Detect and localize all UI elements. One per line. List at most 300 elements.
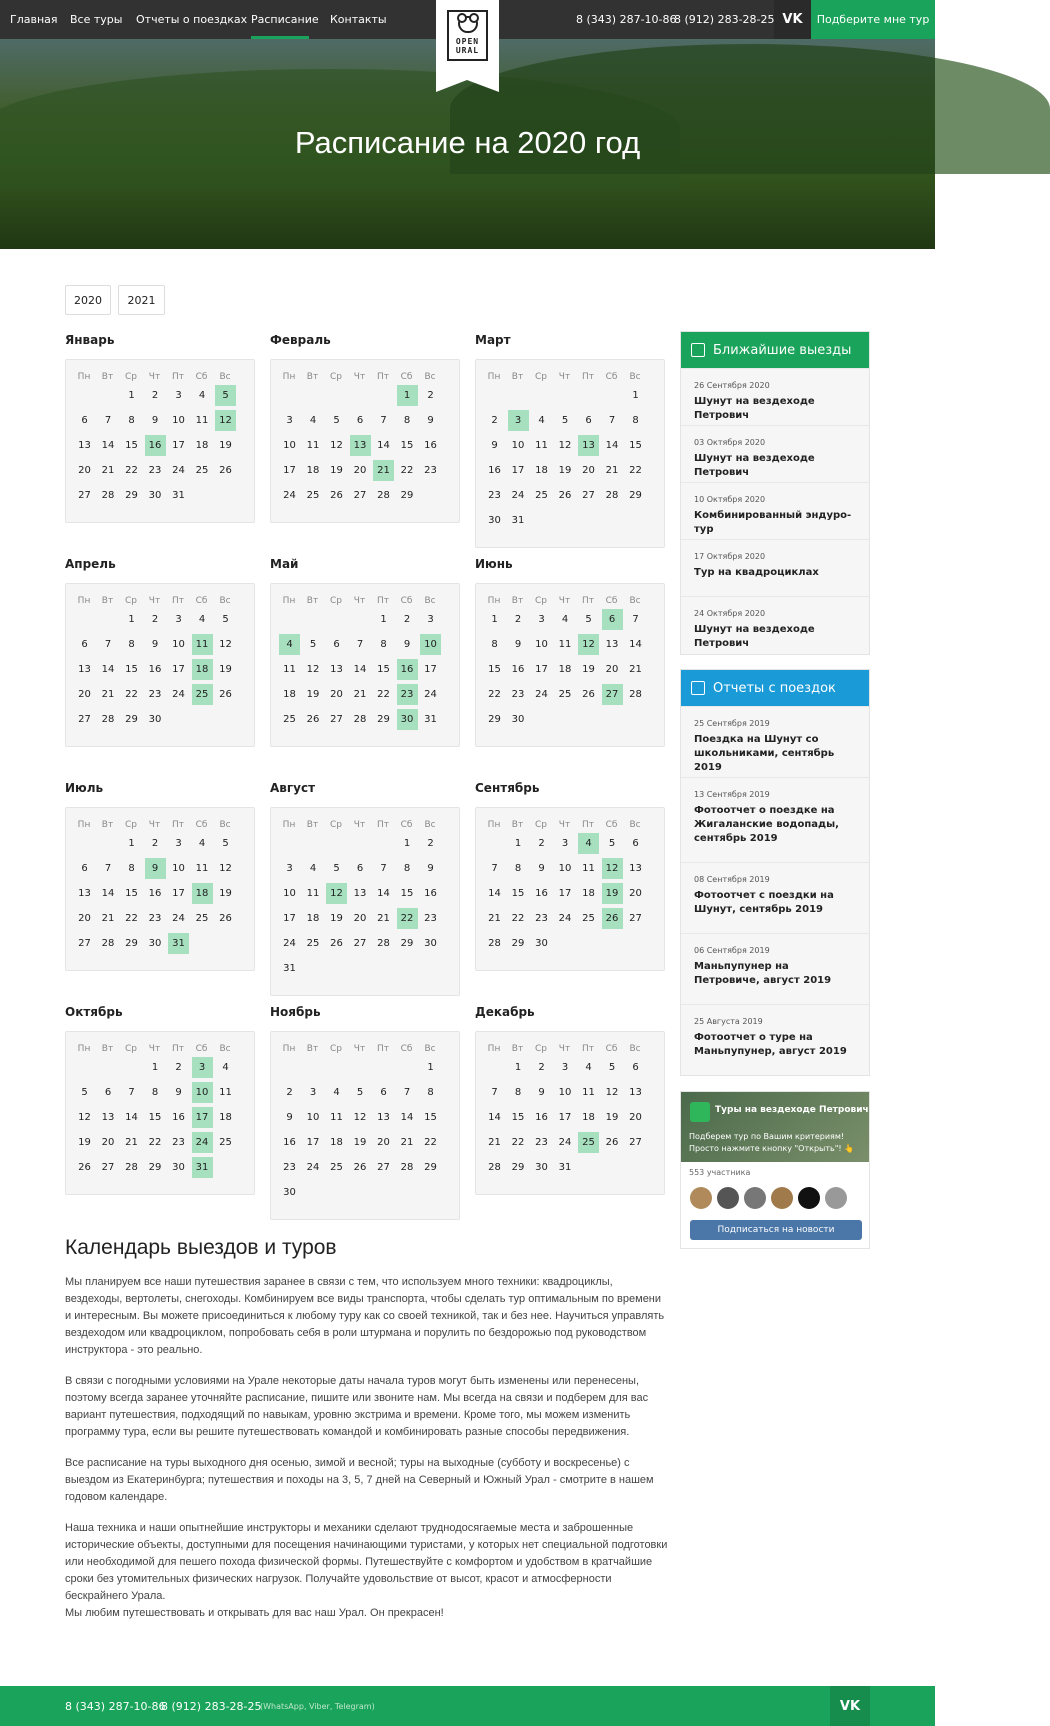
calendar-day: 18 — [582, 1112, 595, 1123]
calendar-day: 30 — [535, 1162, 548, 1173]
member-avatar[interactable] — [798, 1187, 820, 1209]
weekday-label: Пн — [282, 1044, 296, 1054]
calendar-day: 4 — [333, 1087, 340, 1098]
weekday-label: Сб — [400, 820, 413, 830]
tour-day[interactable]: 23 — [397, 684, 418, 705]
calendar-day: 3 — [309, 1087, 317, 1098]
tour-day[interactable]: 24 — [192, 1132, 213, 1153]
calendar-day: 15 — [125, 440, 138, 451]
tour-day[interactable]: 4 — [279, 634, 300, 655]
calendar-day: 26 — [558, 490, 572, 501]
calendar-day: 26 — [78, 1162, 91, 1173]
tour-day[interactable]: 25 — [578, 1132, 599, 1153]
calendar-day: 1 — [128, 390, 135, 401]
weekday-label: Пн — [282, 820, 296, 830]
calendar-day: 27 — [78, 490, 91, 501]
upcoming-trip-item[interactable] — [681, 482, 869, 539]
calendar-day: 16 — [535, 888, 548, 899]
month-calendar — [475, 1031, 665, 1195]
report-item[interactable] — [681, 862, 869, 933]
calendar-day: 23 — [511, 689, 525, 700]
calendar-day: 19 — [330, 913, 343, 924]
month-name: Март — [475, 333, 511, 347]
member-avatar[interactable] — [717, 1187, 739, 1209]
upcoming-trips-header — [681, 332, 869, 368]
tour-day[interactable]: 27 — [602, 684, 623, 705]
calendar-day: 15 — [125, 664, 138, 675]
weekday-label: Вс — [219, 372, 231, 382]
tour-day[interactable]: 13 — [350, 435, 371, 456]
calendar-day: 2 — [151, 614, 159, 625]
tour-day[interactable]: 9 — [145, 858, 166, 879]
tour-day[interactable]: 13 — [578, 435, 599, 456]
calendar-day: 14 — [101, 440, 115, 451]
member-avatar[interactable] — [690, 1187, 712, 1209]
vk-group-widget — [680, 1091, 889, 1249]
calendar-day: 20 — [78, 465, 91, 476]
calendar-day: 9 — [151, 639, 159, 650]
nav-contacts[interactable]: Контакты — [330, 13, 387, 26]
calendar-day: 24 — [558, 1137, 572, 1148]
article-paragraph: Мы планируем все наши путешествия заранее в связи с тем, что используем много техники: квадроциклы, вездеходы, вертолеты, снегоходы. Комбинируем все виды транспорта, чтобы сделать тур оптимальным по времени и интересным. Вы можете присоединиться к любому туру как со своей техникой, так и без нее. Научиться управлять вездеходом или квадроциклом, попробовать себя в роли штурмана и порулить по бездорожью под руководством инструктора - это реально. — [65, 1276, 665, 1356]
calendar-day: 17 — [172, 664, 185, 675]
calendar-day: 13 — [330, 664, 343, 675]
calendar-day: 8 — [403, 863, 411, 874]
calendar-day: 13 — [377, 1112, 390, 1123]
calendar-day: 15 — [629, 440, 642, 451]
calendar-day: 27 — [629, 1137, 642, 1148]
article-paragraph: Наша техника и наши опытнейшие инструкторы и механики сделают труднодосягаемые места и заброшенные исторические объекты, доступными для посещения начинающими туристами, у которых нет специальной подготовки или необходимой для пешего похода физической формы. Путешествуйте с комфортом и удобством в кратчайшие сроки без утомительных физических нагрузок. Получайте удовольствие от высот, красот и атмосферности бескрайнего Урала. — [65, 1522, 668, 1602]
calendar-day: 16 — [283, 1137, 296, 1148]
calendar-day: 31 — [558, 1162, 572, 1173]
weekday-label: Чт — [148, 820, 161, 830]
item-title[interactable]: Фотоотчет с поездки на Шунут, сентябрь 2019 — [694, 890, 834, 915]
calendar-day: 16 — [424, 888, 437, 899]
tour-day[interactable]: 10 — [420, 634, 441, 655]
footer-vk-icon[interactable] — [830, 1686, 870, 1726]
weekday-label: Вс — [424, 1044, 436, 1054]
calendar-day: 1 — [380, 614, 387, 625]
calendar-day: 4 — [309, 863, 317, 874]
calendar-day: 7 — [491, 863, 498, 874]
nav-phone-1[interactable]: 8 (343) 287-10-86 — [576, 13, 677, 26]
calendar-day: 17 — [172, 440, 185, 451]
tour-day[interactable]: 18 — [192, 883, 213, 904]
nav-home[interactable]: Главная — [10, 13, 58, 26]
calendar-day: 12 — [353, 1112, 367, 1123]
calendar-day: 18 — [195, 440, 209, 451]
calendar-day: 4 — [222, 1062, 229, 1073]
member-avatar[interactable] — [744, 1187, 766, 1209]
calendar-day: 25 — [195, 465, 209, 476]
calendar-day: 1 — [514, 838, 522, 849]
item-title[interactable]: Шунут на вездеходе Петрович — [694, 396, 815, 421]
calendar-day: 19 — [330, 465, 343, 476]
vk-icon[interactable] — [774, 0, 811, 39]
calendar-day: 22 — [424, 1137, 437, 1148]
calendar-day: 9 — [403, 639, 411, 650]
weekday-label: Вс — [629, 820, 641, 830]
calendar-day: 17 — [511, 465, 525, 476]
calendar-day: 22 — [488, 689, 501, 700]
calendar-day: 6 — [356, 415, 364, 426]
calendar-day: 21 — [400, 1137, 414, 1148]
tour-day[interactable]: 12 — [578, 634, 599, 655]
item-title[interactable]: Комбинированный эндуро-тур — [694, 510, 852, 535]
nav-reports[interactable]: Отчеты о поездках — [136, 13, 248, 26]
tour-day[interactable]: 1 — [397, 385, 418, 406]
calendar-day: 30 — [148, 714, 162, 725]
month-calendar — [65, 359, 255, 523]
month-name: Октябрь — [65, 1005, 123, 1019]
calendar-day: 14 — [400, 1112, 414, 1123]
calendar-day: 28 — [125, 1162, 138, 1173]
calendar-day: 5 — [222, 838, 229, 849]
tour-day[interactable]: 18 — [192, 659, 213, 680]
tour-day[interactable]: 30 — [397, 709, 418, 730]
weekday-label: Чт — [558, 1044, 571, 1054]
calendar-day: 26 — [605, 1137, 619, 1148]
calendar-day: 28 — [101, 490, 115, 501]
calendar-day: 11 — [306, 888, 320, 899]
tour-day[interactable]: 3 — [508, 410, 529, 431]
calendar-day: 10 — [172, 415, 185, 426]
calendar-day: 9 — [514, 639, 522, 650]
tour-day[interactable]: 6 — [602, 609, 623, 630]
calendar-day: 6 — [356, 863, 364, 874]
calendar-day: 12 — [330, 440, 343, 451]
report-item[interactable] — [681, 706, 869, 777]
calendar-day: 10 — [172, 639, 185, 650]
tour-day[interactable]: 4 — [578, 833, 599, 854]
calendar-day: 1 — [514, 1062, 522, 1073]
item-title[interactable]: Шунут на вездеходе Петрович — [694, 453, 815, 478]
article-paragraph: В связи с погодными условиями на Урале некоторые даты начала туров могут быть изменены или перенесены, поэтому всегда заранее уточняйте расписание, пишите или звоните нам. Мы всегда на связи и подберем для вас вариант путешествия, подходящий по навыкам, уровню экстрима и времени. Кроме того, мы можем изменить программу тура, если вы решите путешествовать командой и комбинировать разные способы передвижения. — [65, 1375, 649, 1438]
weekday-label: Сб — [195, 1044, 208, 1054]
footer — [0, 1686, 935, 1726]
calendar-day: 24 — [511, 490, 525, 501]
vk-subscribe-button[interactable]: Подписаться на новости — [690, 1220, 862, 1240]
report-item[interactable] — [681, 777, 869, 862]
calendar-day: 8 — [632, 415, 639, 426]
calendar-day: 29 — [125, 490, 138, 501]
member-avatar[interactable] — [771, 1187, 793, 1209]
calendar-day: 13 — [101, 1112, 115, 1123]
calendar-day: 31 — [424, 714, 437, 725]
calendar-day: 24 — [424, 689, 437, 700]
weekday-label: Вт — [511, 372, 524, 382]
calendar-day: 9 — [286, 1112, 293, 1123]
calendar-day: 3 — [538, 614, 545, 625]
tour-day[interactable]: 11 — [192, 634, 213, 655]
calendar-day: 14 — [629, 639, 642, 650]
calendar-day: 12 — [219, 639, 232, 650]
calendar-day: 16 — [488, 465, 501, 476]
footer-messengers: (WhatsApp, Viber, Telegram) — [260, 1702, 375, 1711]
calendar-day: 19 — [78, 1137, 91, 1148]
calendar-day: 6 — [632, 838, 639, 849]
weekday-label: Пн — [487, 820, 501, 830]
tour-day[interactable]: 21 — [373, 460, 394, 481]
calendar-day: 10 — [172, 863, 185, 874]
weekday-label: Вс — [629, 1044, 641, 1054]
item-title[interactable]: Шунут на вездеходе Петрович — [694, 624, 815, 649]
calendar-day: 31 — [172, 490, 185, 501]
calendar-day: 11 — [219, 1087, 232, 1098]
calendar-day: 7 — [356, 639, 364, 650]
calendar-day: 14 — [377, 888, 390, 899]
report-item[interactable] — [681, 933, 869, 1004]
weekday-label: Вт — [511, 596, 524, 606]
calendar-day: 16 — [148, 664, 162, 675]
calendar-day: 20 — [629, 1112, 642, 1123]
weekday-label: Чт — [353, 1044, 366, 1054]
calendar-day: 14 — [377, 440, 390, 451]
month-calendar — [475, 583, 665, 747]
calendar-day: 25 — [306, 490, 320, 501]
vk-group-name[interactable]: Туры на вездеходе Петрович | ... — [715, 1105, 889, 1115]
footer-vk-label: VK — [839, 1698, 861, 1714]
tour-day[interactable]: 10 — [192, 1082, 213, 1103]
tour-day[interactable]: 12 — [602, 858, 623, 879]
weekday-label: Пн — [282, 596, 296, 606]
calendar-day: 4 — [561, 614, 569, 625]
weekday-label: Вт — [306, 372, 319, 382]
weekday-label: Пт — [581, 820, 594, 830]
pick-tour-button[interactable]: Подберите мне тур — [811, 0, 935, 39]
calendar-day: 28 — [400, 1162, 414, 1173]
tour-day[interactable]: 12 — [326, 883, 347, 904]
calendar-day: 23 — [148, 913, 162, 924]
weekday-label: Чт — [148, 372, 161, 382]
weekday-label: Ср — [330, 1044, 342, 1054]
calendar-day: 15 — [424, 1112, 437, 1123]
year-2021-button[interactable]: 2021 — [118, 285, 165, 315]
calendar-day: 24 — [283, 490, 296, 501]
item-title[interactable]: Тур на квадроциклах — [694, 567, 819, 578]
calendar-day: 21 — [488, 1137, 501, 1148]
month-name: Август — [270, 781, 316, 795]
tour-day[interactable]: 19 — [602, 883, 623, 904]
calendar-day: 5 — [81, 1087, 88, 1098]
calendar-day: 17 — [424, 664, 437, 675]
calendar-day: 1 — [491, 614, 498, 625]
calendar-day: 30 — [535, 938, 548, 949]
member-avatar[interactable] — [825, 1187, 847, 1209]
calendar-day: 28 — [377, 490, 390, 501]
nav-phone-2[interactable]: 8 (912) 283-28-25 — [674, 13, 775, 26]
calendar-day: 2 — [403, 614, 411, 625]
month-name: Сентябрь — [475, 781, 540, 795]
calendar-day: 29 — [400, 490, 414, 501]
calendar-day: 12 — [605, 1087, 619, 1098]
calendar-day: 23 — [172, 1137, 185, 1148]
month-calendar — [270, 359, 460, 523]
tour-day[interactable]: 12 — [215, 410, 236, 431]
calendar-day: 17 — [558, 1112, 572, 1123]
item-title[interactable]: Фотоотчет о туре на Маньпупунер, август 2019 — [694, 1032, 847, 1057]
calendar-day: 6 — [585, 415, 592, 426]
calendar-day: 14 — [101, 664, 115, 675]
calendar-day: 25 — [219, 1137, 232, 1148]
calendar-day: 11 — [306, 440, 320, 451]
tour-day[interactable]: 26 — [602, 908, 623, 929]
logo[interactable] — [436, 0, 499, 80]
weekday-label: Пн — [77, 596, 91, 606]
calendar-day: 1 — [128, 838, 135, 849]
item-title[interactable]: Фотоотчет о поездке на Жигаланские водопады, сентябрь 2019 — [694, 805, 839, 844]
weekday-label: Вт — [101, 372, 114, 382]
calendar-day: 29 — [424, 1162, 437, 1173]
calendar-day: 14 — [353, 664, 367, 675]
logo-mark — [447, 10, 488, 61]
calendar-day: 22 — [629, 465, 642, 476]
calendar-day: 18 — [306, 465, 320, 476]
upcoming-trip-item[interactable] — [681, 425, 869, 482]
tour-day[interactable]: 22 — [397, 908, 418, 929]
calendar-day: 16 — [148, 888, 162, 899]
calendar-day: 11 — [535, 440, 548, 451]
calendar-day: 28 — [101, 714, 115, 725]
calendar-day: 31 — [511, 515, 525, 526]
calendar-day: 5 — [585, 614, 592, 625]
weekday-label: Пт — [171, 1044, 184, 1054]
month-name: Май — [270, 557, 299, 571]
calendar-day: 3 — [175, 614, 182, 625]
calendar-day: 15 — [511, 1112, 525, 1123]
calendar-day: 25 — [582, 913, 595, 924]
weekday-label: Пт — [581, 596, 594, 606]
calendar-day: 17 — [283, 913, 296, 924]
calendar-day: 18 — [535, 465, 548, 476]
upcoming-trips-panel — [680, 331, 870, 655]
vk-group-cover[interactable] — [681, 1092, 889, 1162]
item-title[interactable]: Маньпупунер на Петровиче, август 2019 — [694, 961, 832, 986]
upcoming-trip-item[interactable] — [681, 368, 869, 425]
calendar-day: 4 — [198, 614, 206, 625]
calendar-day: 7 — [491, 1087, 498, 1098]
calendar-day: 5 — [561, 415, 569, 426]
calendar-day: 19 — [219, 888, 232, 899]
weekday-label: Чт — [558, 372, 571, 382]
weekday-label: Вс — [629, 596, 641, 606]
weekday-label: Сб — [400, 596, 413, 606]
calendar-day: 26 — [353, 1162, 367, 1173]
weekday-label: Сб — [195, 820, 208, 830]
tour-day[interactable]: 5 — [215, 385, 236, 406]
vk-label: VK — [782, 12, 803, 27]
calendar-day: 25 — [558, 689, 572, 700]
tour-day[interactable]: 16 — [145, 435, 166, 456]
weekday-label: Сб — [195, 596, 208, 606]
weekday-label: Ср — [535, 1044, 547, 1054]
footer-phone-2[interactable]: 8 (912) 283-28-25 — [161, 1700, 262, 1713]
trip-reports-panel — [680, 669, 870, 1076]
calendar-day: 21 — [101, 689, 115, 700]
calendar-day: 15 — [148, 1112, 162, 1123]
calendar-day: 3 — [561, 838, 569, 849]
calendar-day: 17 — [283, 465, 296, 476]
calendar-day: 22 — [511, 913, 525, 924]
footer-phone-1[interactable]: 8 (343) 287-10-86 — [65, 1700, 166, 1713]
weekday-label: Сб — [605, 1044, 618, 1054]
calendar-day: 29 — [125, 714, 138, 725]
tour-day[interactable]: 25 — [192, 684, 213, 705]
calendar-day: 24 — [283, 938, 296, 949]
calendar-day: 20 — [605, 664, 619, 675]
calendar-day: 2 — [151, 838, 159, 849]
calendar-day: 8 — [514, 863, 522, 874]
calendar-day: 28 — [629, 689, 642, 700]
calendar-day: 2 — [491, 415, 498, 426]
year-2020-button[interactable]: 2020 — [65, 285, 111, 315]
calendar-day: 16 — [511, 664, 525, 675]
calendar-day: 10 — [283, 888, 296, 899]
calendar-day: 27 — [353, 490, 367, 501]
upcoming-trip-item[interactable] — [681, 539, 869, 596]
calendar-day: 20 — [353, 465, 367, 476]
calendar-day: 2 — [538, 1062, 545, 1073]
calendar-day: 30 — [424, 938, 437, 949]
tour-day[interactable]: 31 — [168, 933, 189, 954]
calendar-day: 2 — [514, 614, 522, 625]
calendar-day: 24 — [558, 913, 572, 924]
tour-day[interactable]: 16 — [397, 659, 418, 680]
calendar-day: 20 — [377, 1137, 390, 1148]
tour-day[interactable]: 17 — [192, 1107, 213, 1128]
calendar-day: 3 — [427, 614, 434, 625]
calendar-day: 11 — [330, 1112, 343, 1123]
calendar-day: 4 — [585, 1062, 592, 1073]
tour-day[interactable]: 3 — [192, 1057, 213, 1078]
item-title[interactable]: Поездка на Шунут со школьниками, сентябрь 2019 — [694, 734, 835, 773]
item-date: 25 Сентября 2019 — [694, 719, 770, 728]
weekday-label: Пт — [171, 372, 184, 382]
calendar-day: 1 — [128, 614, 135, 625]
calendar-day: 22 — [125, 913, 138, 924]
upcoming-trip-item[interactable] — [681, 596, 869, 653]
nav-all-tours[interactable]: Все туры — [70, 13, 123, 26]
item-date: 10 Октября 2020 — [694, 495, 766, 504]
calendar-day: 17 — [172, 888, 185, 899]
month-calendar — [475, 807, 665, 971]
article-paragraph: Мы любим путешествовать и открывать для вас наш Урал. Он прекрасен! — [65, 1607, 444, 1619]
calendar-day: 19 — [219, 664, 232, 675]
item-date: 24 Октября 2020 — [694, 609, 766, 618]
calendar-day: 3 — [286, 415, 293, 426]
calendar-day: 9 — [538, 863, 545, 874]
calendar-day: 21 — [101, 465, 115, 476]
weekday-label: Вс — [629, 372, 641, 382]
weekday-label: Ср — [330, 372, 342, 382]
calendar-day: 15 — [400, 888, 414, 899]
calendar-day: 3 — [175, 838, 182, 849]
calendar-day: 13 — [629, 863, 642, 874]
nav-schedule[interactable]: Расписание — [251, 13, 319, 26]
calendar-day: 26 — [219, 689, 232, 700]
calendar-day: 11 — [195, 415, 209, 426]
calendar-day: 7 — [403, 1087, 411, 1098]
calendar-day: 6 — [380, 1087, 387, 1098]
weekday-label: Ср — [125, 820, 137, 830]
tour-day[interactable]: 31 — [192, 1157, 213, 1178]
month-calendar — [65, 1031, 255, 1195]
calendar-day: 20 — [582, 465, 595, 476]
calendar-day: 24 — [535, 689, 548, 700]
calendar-day: 7 — [608, 415, 616, 426]
calendar-day: 14 — [488, 1112, 501, 1123]
report-item[interactable] — [681, 1004, 869, 1075]
